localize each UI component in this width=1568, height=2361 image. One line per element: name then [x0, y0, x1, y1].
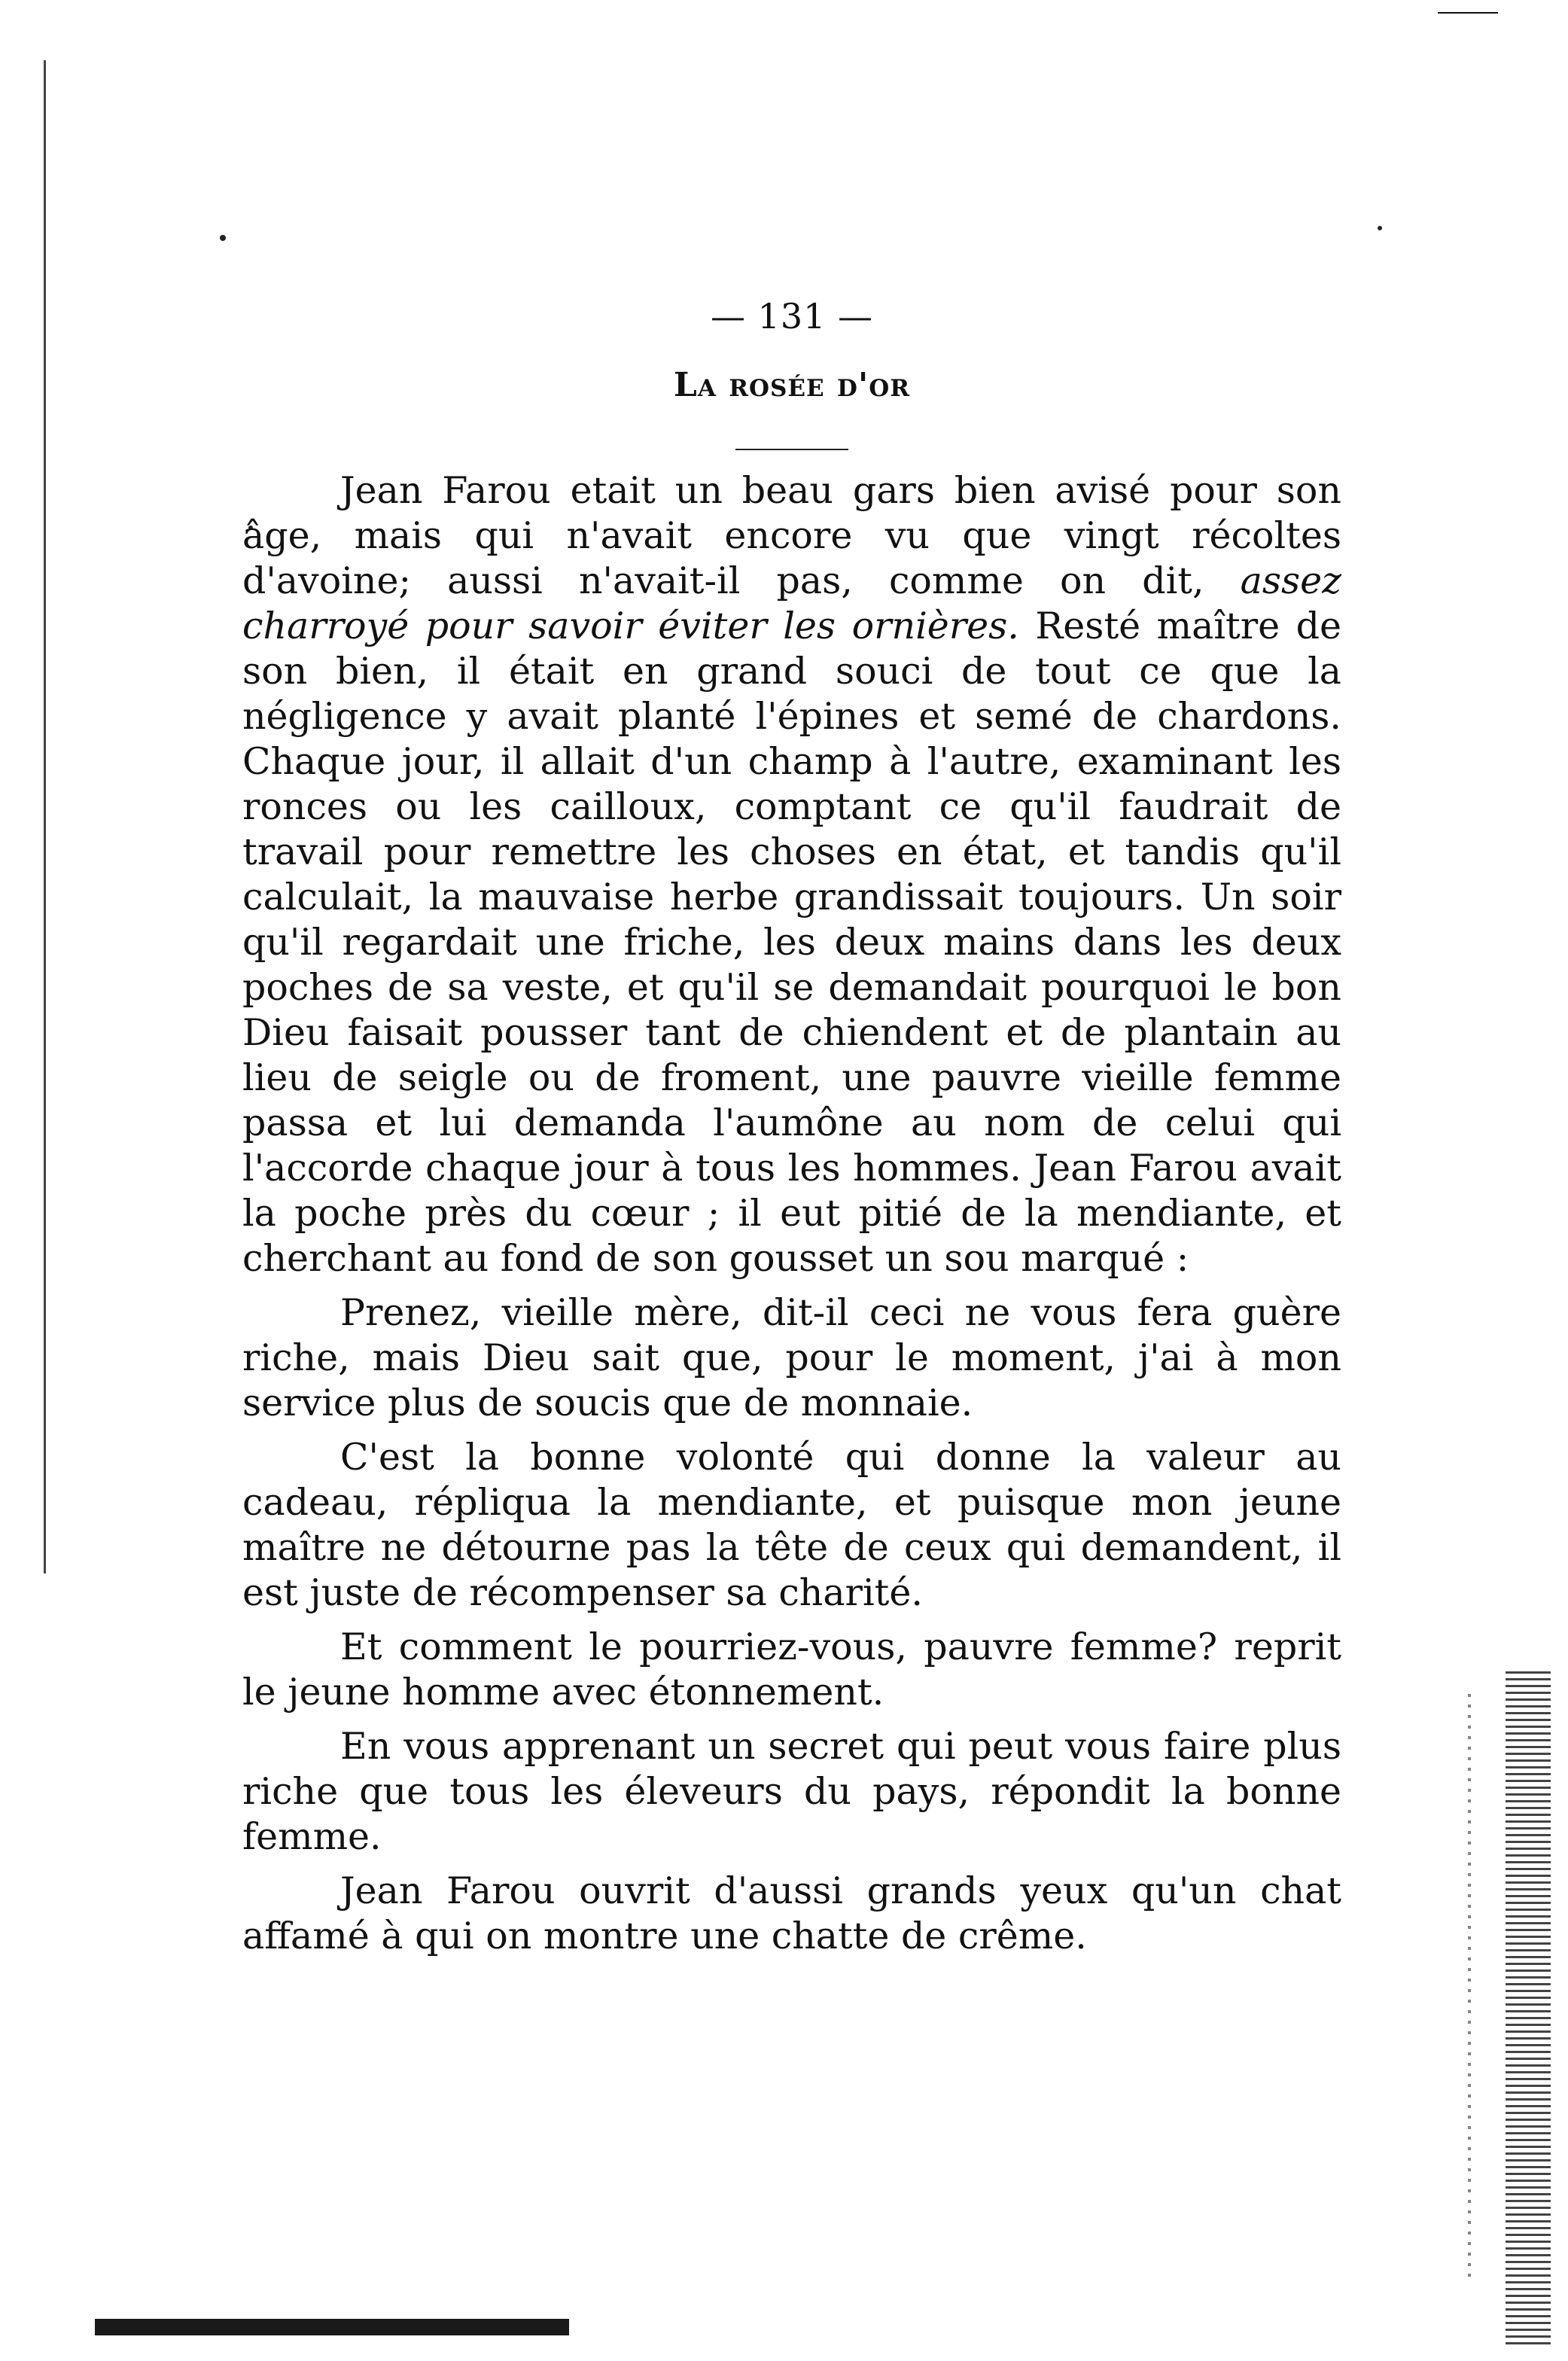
paragraph	[242, 468, 1341, 1281]
scan-speck	[220, 235, 226, 241]
paragraph: C'est la bonne volonté qui donne la valeur au cadeau, répliqua la mendiante, et puisque mon jeune maître ne détourne pas la tête de ceux qui demandent, il est juste de récompenser sa charité.	[242, 1436, 1341, 1614]
scan-edge-noise-secondary	[1468, 1694, 1471, 2281]
scan-margin-line	[44, 60, 46, 1573]
paragraph-text: Resté maître de son bien, il était en grand souci de tout ce que la négligence y avait planté l'épines et semé de chardons. Chaque jour, il allait d'un champ à l'autre, examinant les ronces ou les cailloux, comptant ce qu'il faudrait de travail pour remettre les choses en état, et tandis qu'il calculait, la mauvaise herbe grandissait toujours. Un soir qu'il regardait une friche, les deux mains dans les deux poches de sa veste, et qu'il se demandait pourquoi le bon Dieu faisait pousser tant de chiendent et de plantain au lieu de seigle ou de froment, une pauvre vieille femme passa et lui demanda l'aumône au nom de celui qui l'accorde chaque jour à tous les hommes. Jean Farou avait la poche près du cœur ; il eut pitié de la mendiante, et cherchant au fond de son gousset un sou marqué :	[242, 605, 1341, 1280]
scan-bottom-bar	[95, 2319, 569, 2335]
book-page	[242, 286, 1341, 1959]
paragraph: Jean Farou ouvrit d'aussi grands yeux qu'un chat affamé à qui on montre une chatte de crême.	[242, 1869, 1341, 1957]
italic-expression: assez charroyé pour savoir éviter les ornières.	[242, 559, 1341, 647]
paragraph-text: Jean Farou etait un beau gars bien avisé pour son âge, mais qui n'avait encore vu que vingt récoltes d'avoine; aussi n'avait-il pas, comme on dit,	[242, 469, 1341, 602]
chapter-title: La rosée d'or	[673, 366, 911, 404]
paragraph: En vous apprenant un secret qui peut vous faire plus riche que tous les éleveurs du pays, répondit la bonne femme.	[242, 1725, 1341, 1858]
title-rule	[735, 449, 848, 450]
scan-edge-noise	[1506, 1671, 1551, 2349]
body-text	[242, 468, 1341, 1959]
scan-top-mark	[1438, 12, 1498, 14]
paragraph: Et comment le pourriez-vous, pauvre femme? reprit le jeune homme avec étonnement.	[242, 1625, 1341, 1714]
scan-speck	[1378, 226, 1382, 230]
paragraph: Prenez, vieille mère, dit-il ceci ne vous fera guère riche, mais Dieu sait que, pour le moment, j'ai à mon service plus de soucis que de monnaie.	[242, 1291, 1341, 1424]
page-number: — 131 —	[710, 296, 874, 337]
